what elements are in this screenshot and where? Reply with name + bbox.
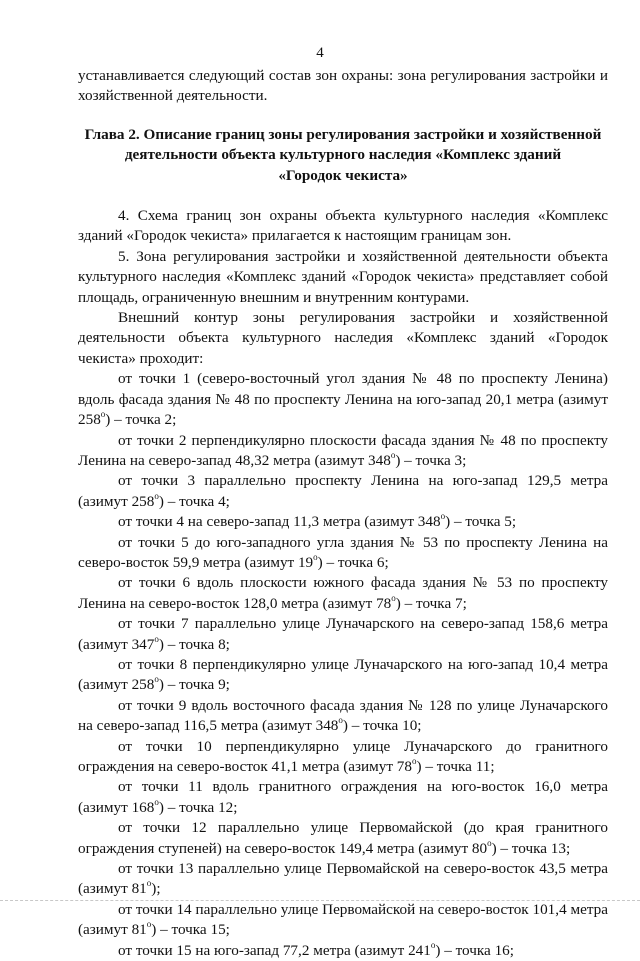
page-number: 4 bbox=[316, 45, 324, 61]
chapter-heading-line-2: деятельности объекта культурного наследия «Комплекс зданий bbox=[124, 146, 562, 164]
segment-3: от точки 3 параллельно проспекту Ленина на юго-запад 129,5 метра (азимут 258$^o$) – точка 4; bbox=[78, 472, 608, 510]
segment-8: от точки 8 перпендикулярно улице Луначарского на юго-запад 10,4 метра (азимут 258$^o$) – точка 9; bbox=[78, 655, 608, 694]
document-body bbox=[78, 66, 608, 961]
segment-12: от точки 12 параллельно улице Первомайской (до края гранитного ограждения ступеней) на северо-восток 149,4 метра (азимут 80$^o$) – точка 13; bbox=[78, 819, 608, 857]
chapter-heading-line-1: Глава 2. Описание границ зоны регулирования застройки и хозяйственной bbox=[84, 125, 602, 143]
segment-1: от точки 1 (северо-восточный угол здания № 48 по проспекту Ленина) вдоль фасада здания № 48 по проспекту Ленина на юго-запад 20,1 метра (азимут 258$^o$) – точка 2; bbox=[78, 370, 608, 429]
segment-15: от точки 15 на юго-запад 77,2 метра (азимут 241$^o$) – точка 16; bbox=[118, 939, 514, 959]
segment-4: от точки 4 на северо-запад 11,3 метра (азимут 348$^o$) – точка 5; bbox=[118, 511, 517, 531]
chapter-heading-line-3: «Городок чекиста» bbox=[278, 166, 408, 184]
segment-7: от точки 7 параллельно улице Луначарского на северо-запад 158,6 метра (азимут 347$^o$) – точка 8; bbox=[78, 615, 608, 653]
chapter-heading bbox=[78, 125, 608, 186]
segment-14: от точки 14 параллельно улице Первомайской на северо-восток 101,4 метра (азимут 81$^o$) – точка 15; bbox=[78, 900, 608, 939]
segment-9: от точки 9 вдоль восточного фасада здания № 128 по улице Луначарского на северо-запад 116,5 метра (азимут 348$^o$) – точка 10; bbox=[78, 696, 608, 735]
segment-2: от точки 2 перпендикулярно плоскости фасада здания № 48 по проспекту Ленина на северо-запад 48,32 метра (азимут 348$^o$) – точка 3; bbox=[78, 431, 608, 469]
segment-5: от точки 5 до юго-западного угла здания № 53 по проспекту Ленина на северо-восток 59,9 метра (азимут 19$^o$) – точка 6; bbox=[78, 533, 608, 571]
paragraph-5: 5. Зона регулирования застройки и хозяйственной деятельности объекта культурного наследия «Комплекс зданий «Городок чекиста» представляет собой площадь, ограниченную внешним и внутренним контурами. bbox=[78, 247, 608, 306]
scan-edge-line bbox=[0, 900, 640, 901]
outer-contour-intro: Внешний контур зоны регулирования застройки и хозяйственной деятельности объекта культурного наследия «Комплекс зданий «Городок чекиста» проходит: bbox=[78, 309, 608, 367]
segment-11: от точки 11 вдоль гранитного ограждения на юго-восток 16,0 метра (азимут 168$^o$) – точка 12; bbox=[78, 778, 608, 816]
segment-13: от точки 13 параллельно улице Первомайской на северо-восток 43,5 метра (азимут 81$^o$); bbox=[78, 860, 608, 898]
paragraph-4: 4. Схема границ зон охраны объекта культурного наследия «Комплекс зданий «Городок чекиста» прилагается к настоящим границам зон. bbox=[78, 207, 608, 245]
segment-6: от точки 6 вдоль плоскости южного фасада здания № 53 по проспекту Ленина на северо-восток 128,0 метра (азимут 78$^o$) – точка 7; bbox=[78, 574, 608, 612]
segment-10: от точки 10 перпендикулярно улице Луначарского до гранитного ограждения на северо-восток 41,1 метра (азимут 78$^o$) – точка 11; bbox=[78, 737, 608, 775]
intro-paragraph: устанавливается следующий состав зон охраны: зона регулирования застройки и хозяйственной деятельности. bbox=[78, 67, 608, 105]
